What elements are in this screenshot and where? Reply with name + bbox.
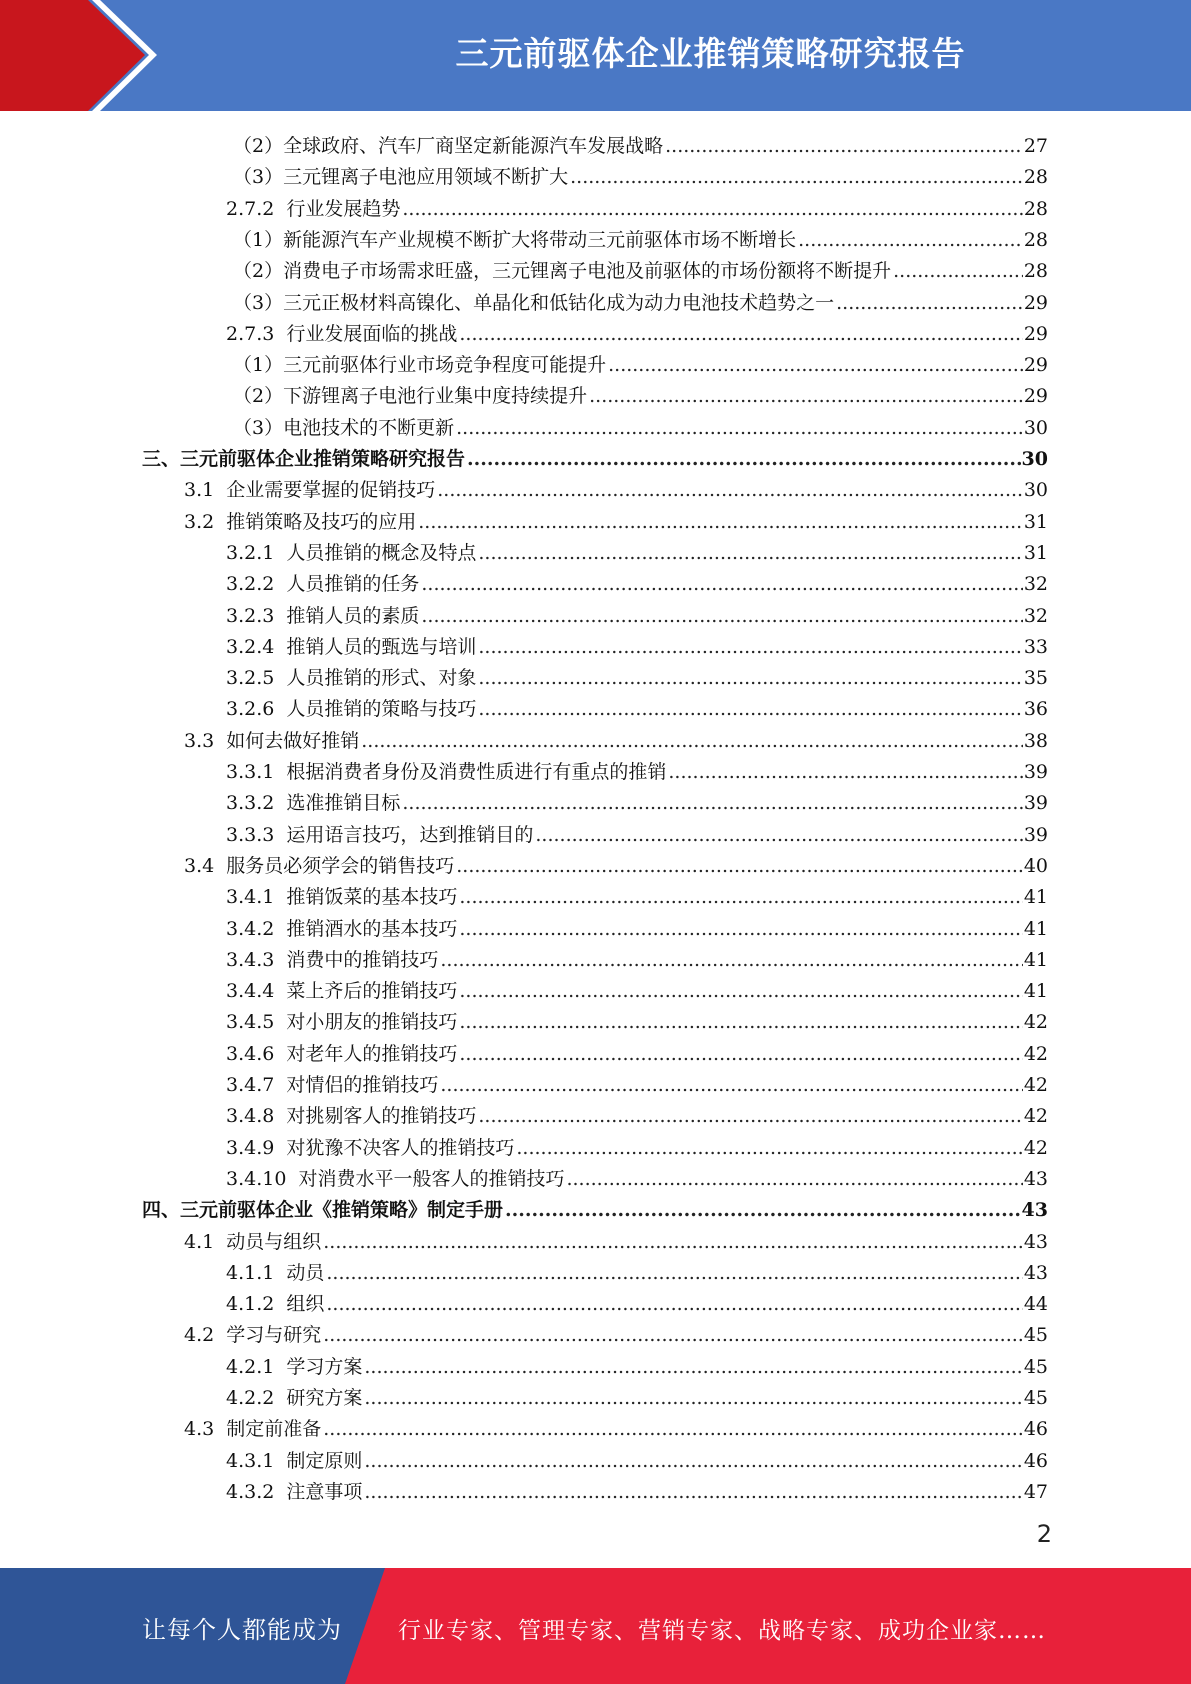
toc-leader-dots — [459, 917, 1022, 941]
toc-entry-text: 学习与研究 — [226, 1324, 322, 1347]
toc-entry[interactable] — [226, 878, 1048, 909]
toc-entry-number: 3.2.2 — [226, 573, 275, 596]
toc-page-number: 43 — [1023, 1167, 1048, 1190]
toc-entry-text: 推销人员的素质 — [286, 604, 420, 627]
toc-entry-title — [233, 259, 893, 283]
toc-entry-title — [233, 228, 798, 252]
toc-page-number: 28 — [1023, 260, 1048, 283]
toc-leader-dots — [459, 1010, 1022, 1034]
toc-entry-text: 制定前准备 — [226, 1418, 322, 1441]
toc-entry-number: 4.2.2 — [226, 1387, 275, 1409]
toc-leader-dots — [456, 854, 1023, 878]
toc-leader-dots — [478, 1104, 1022, 1128]
toc-page-number: 30 — [1021, 448, 1048, 470]
toc-page-number: 28 — [1023, 197, 1048, 220]
toc-entry-text: 人员推销的形式、对象 — [286, 667, 477, 690]
toc-entry-title — [226, 1480, 364, 1504]
toc-entry-number: 3.2.1 — [226, 541, 275, 564]
toc-page-number: 43 — [1021, 1199, 1048, 1222]
toc-entry[interactable] — [142, 440, 1048, 471]
toc-entry-number: （1） — [233, 228, 284, 251]
toc-entry-text: 动员 — [286, 1261, 325, 1284]
toc-entry-title — [226, 604, 421, 628]
toc-page-number: 31 — [1023, 541, 1048, 564]
toc-entry-text: 消费中的推销技巧 — [286, 948, 439, 971]
toc-entry-text: 行业发展面临的挑战 — [286, 322, 458, 345]
toc-leader-dots — [364, 1355, 1022, 1379]
toc-entry[interactable] — [233, 284, 1048, 315]
toc-page-number: 38 — [1023, 729, 1048, 752]
toc-entry[interactable] — [226, 1003, 1048, 1034]
toc-page-number: 29 — [1023, 291, 1048, 314]
toc-entry-text: 人员推销的策略与技巧 — [286, 698, 477, 721]
toc-leader-dots — [364, 1480, 1022, 1504]
toc-entry-text: 注意事项 — [286, 1480, 363, 1503]
toc-entry[interactable] — [226, 910, 1048, 941]
toc-leader-dots — [402, 791, 1022, 815]
toc-entry[interactable] — [226, 628, 1048, 659]
toc-entry-text: 服务员必须学会的销售技巧 — [226, 854, 455, 877]
toc-entry-title — [233, 416, 456, 440]
toc-leader-dots — [566, 1167, 1022, 1191]
toc-entry-title — [226, 635, 478, 659]
toc-entry[interactable] — [226, 941, 1048, 972]
toc-entry-number: 3.2.3 — [226, 604, 275, 627]
toc-leader-dots — [361, 729, 1023, 753]
toc-entry[interactable] — [233, 127, 1048, 158]
toc-entry-text: 根据消费者身份及消费性质进行有重点的推销 — [286, 761, 667, 783]
toc-entry-number: 3.4.1 — [226, 886, 275, 909]
toc-entry-title — [226, 541, 478, 565]
toc-entry-text: 全球政府、汽车厂商坚定新能源汽车发展战略 — [283, 135, 664, 157]
toc-leader-dots — [665, 134, 1023, 158]
toc-entry-text: 三元锂离子电池应用领域不断扩大 — [283, 166, 569, 189]
toc-entry[interactable] — [233, 252, 1048, 283]
toc-page-number: 35 — [1023, 667, 1048, 690]
toc-entry-number: 4.1 — [184, 1230, 215, 1253]
toc-entry-number: 3.4.3 — [226, 948, 275, 971]
toc-entry-number: 4.2.1 — [226, 1355, 275, 1378]
toc-entry-title — [233, 353, 608, 377]
toc-leader-dots — [459, 885, 1022, 909]
toc-entry[interactable] — [226, 1285, 1048, 1316]
toc-entry-text: 运用语言技巧，达到推销目的 — [286, 823, 534, 846]
toc-page-number: 47 — [1023, 1480, 1048, 1503]
toc-entry[interactable] — [226, 784, 1048, 815]
toc-page-number: 41 — [1023, 886, 1048, 909]
toc-entry-title — [184, 1230, 323, 1254]
toc-entry-number: 3.4.8 — [226, 1105, 275, 1128]
toc-entry-text: 对情侣的推销技巧 — [286, 1074, 439, 1096]
toc-entry-title — [226, 1167, 566, 1191]
toc-page-number: 39 — [1023, 792, 1048, 815]
toc-leader-dots — [459, 979, 1022, 1003]
toc-page-number: 46 — [1023, 1418, 1048, 1441]
toc-leader-dots — [608, 353, 1023, 377]
toc-page-number: 30 — [1023, 479, 1048, 502]
toc-entry-text: 对老年人的推销技巧 — [286, 1042, 458, 1065]
toc-entry-text: 行业发展趋势 — [286, 197, 401, 220]
toc-leader-dots — [323, 1230, 1023, 1254]
toc-page-number: 32 — [1023, 604, 1048, 627]
toc-entry-title — [226, 823, 535, 847]
toc-entry-title — [233, 165, 570, 189]
toc-entry-number: 3.2.6 — [226, 698, 275, 721]
toc-page-number: 29 — [1023, 385, 1048, 408]
toc-leader-dots — [893, 259, 1023, 283]
toc-entry-title — [184, 729, 361, 753]
toc-entry-text: 动员与组织 — [226, 1230, 322, 1253]
toc-entry-title — [226, 1010, 459, 1034]
toc-entry-text: 制定原则 — [286, 1449, 363, 1472]
toc-leader-dots — [459, 1042, 1022, 1066]
toc-entry-title — [226, 885, 459, 909]
toc-entry-text: 对挑剔客人的推销技巧 — [286, 1105, 477, 1128]
toc-leader-dots — [323, 1323, 1023, 1347]
toc-entry-text: 三元正极材料高镍化、单晶化和低钴化成为动力电池技术趋势之一 — [283, 291, 835, 314]
toc-entry-title — [226, 572, 421, 596]
toc-page-number: 43 — [1023, 1261, 1048, 1284]
toc-entry-title — [226, 948, 440, 972]
toc-leader-dots — [505, 1198, 1021, 1222]
toc-entry-number: 4.3.1 — [226, 1449, 275, 1472]
toc-entry[interactable] — [226, 1035, 1048, 1066]
toc-entry-text: 推销策略及技巧的应用 — [226, 510, 417, 533]
toc-entry-number: 3.4.6 — [226, 1042, 275, 1065]
toc-page-number: 30 — [1023, 416, 1048, 439]
toc-leader-dots — [421, 572, 1022, 596]
page-header — [0, 0, 1191, 111]
toc-entry-title — [226, 1449, 364, 1473]
toc-page-number: 42 — [1023, 1074, 1048, 1096]
toc-leader-dots — [437, 478, 1023, 502]
toc-entry-title — [184, 854, 456, 878]
toc-entry-text: 消费电子市场需求旺盛，三元锂离子电池及前驱体的市场份额将不断提升 — [283, 260, 892, 283]
toc-leader-dots — [589, 384, 1023, 408]
toc-entry-text: 对小朋友的推销技巧 — [286, 1011, 458, 1034]
toc-entry-title — [226, 1073, 440, 1097]
toc-leader-dots — [478, 541, 1022, 565]
toc-entry-title — [226, 197, 402, 221]
toc-entry[interactable] — [226, 1129, 1048, 1160]
toc-entry-text: 四、三元前驱体企业《推销策略》制定手册 — [142, 1199, 504, 1222]
toc-leader-dots — [836, 291, 1023, 315]
toc-page-number: 46 — [1023, 1449, 1048, 1472]
toc-entry-text: 选准推销目标 — [286, 792, 401, 815]
toc-entry[interactable] — [184, 1223, 1048, 1254]
toc-entry[interactable] — [226, 1473, 1048, 1504]
toc-page-number: 39 — [1023, 823, 1048, 846]
toc-entry-number: 4.1.1 — [226, 1261, 275, 1284]
toc-entry-number: 4.2 — [184, 1324, 215, 1347]
toc-entry[interactable] — [233, 158, 1048, 189]
toc-entry-title — [226, 1386, 364, 1410]
toc-leader-dots — [364, 1386, 1022, 1410]
toc-page-number: 42 — [1023, 1136, 1048, 1159]
toc-entry-number: （2） — [233, 385, 284, 408]
toc-entry-text: 三、三元前驱体企业推销策略研究报告 — [142, 448, 466, 470]
toc-entry[interactable] — [226, 597, 1048, 628]
toc-leader-dots — [456, 416, 1023, 440]
toc-entry-text: 对消费水平一般客人的推销技巧 — [298, 1167, 565, 1190]
toc-leader-dots — [478, 666, 1022, 690]
toc-entry[interactable] — [184, 847, 1048, 878]
toc-entry-number: 3.4.9 — [226, 1136, 275, 1159]
toc-leader-dots — [402, 197, 1022, 221]
toc-entry-number: 3.4.7 — [226, 1074, 275, 1096]
toc-page-number: 36 — [1023, 698, 1048, 721]
footer-slogan-left: 让每个人都能成为 — [142, 1616, 342, 1644]
toc-entry-number: 3.4.4 — [226, 980, 275, 1003]
toc-page-number: 42 — [1023, 1042, 1048, 1065]
toc-entry-title — [184, 1417, 323, 1441]
toc-page-number: 33 — [1023, 635, 1048, 658]
toc-entry-text: 企业需要掌握的促销技巧 — [226, 479, 436, 502]
toc-entry[interactable] — [226, 1442, 1048, 1473]
toc-entry-number: 3.1 — [184, 479, 215, 502]
toc-entry-number: （3） — [233, 166, 284, 189]
toc-leader-dots — [478, 697, 1022, 721]
toc-entry[interactable] — [226, 1348, 1048, 1379]
toc-entry[interactable] — [233, 346, 1048, 377]
toc-entry-number: 3.3.1 — [226, 761, 275, 783]
toc-leader-dots — [421, 604, 1022, 628]
toc-entry-title — [226, 760, 668, 784]
toc-entry[interactable] — [226, 1066, 1048, 1097]
toc-leader-dots — [459, 322, 1022, 346]
toc-entry-number: 2.7.3 — [226, 322, 275, 345]
toc-entry-text: 菜上齐后的推销技巧 — [286, 980, 458, 1003]
toc-entry[interactable] — [233, 409, 1048, 440]
toc-page-number: 45 — [1023, 1387, 1048, 1409]
toc-page-number: 41 — [1023, 917, 1048, 940]
toc-page-number: 28 — [1023, 228, 1048, 251]
toc-entry-title — [226, 1104, 478, 1128]
toc-page-number: 41 — [1023, 980, 1048, 1003]
toc-leader-dots — [570, 165, 1023, 189]
toc-entry-number: 3.4.5 — [226, 1011, 275, 1034]
toc-leader-dots — [478, 635, 1022, 659]
toc-entry-number: 3.4.2 — [226, 917, 275, 940]
toc-entry[interactable] — [226, 816, 1048, 847]
toc-page-number: 27 — [1023, 135, 1048, 157]
toc-entry[interactable] — [226, 565, 1048, 596]
toc-entry-text: 下游锂离子电池行业集中度持续提升 — [283, 385, 588, 408]
toc-entry-title — [226, 697, 478, 721]
toc-entry-text: 研究方案 — [286, 1387, 363, 1409]
toc-entry-title — [226, 322, 459, 346]
toc-entry[interactable] — [226, 1097, 1048, 1128]
toc-page-number: 29 — [1023, 322, 1048, 345]
toc-leader-dots — [326, 1261, 1022, 1285]
toc-page-number: 42 — [1023, 1011, 1048, 1034]
toc-entry-number: 4.3.2 — [226, 1480, 275, 1503]
toc-entry-title — [142, 447, 467, 471]
toc-entry[interactable] — [184, 1410, 1048, 1441]
toc-page-number: 44 — [1023, 1293, 1048, 1316]
toc-leader-dots — [440, 1073, 1022, 1097]
toc-entry[interactable] — [184, 471, 1048, 502]
toc-entry-title — [142, 1198, 505, 1222]
toc-page-number: 28 — [1023, 166, 1048, 189]
toc-entry-title — [226, 979, 459, 1003]
toc-entry[interactable] — [142, 1191, 1048, 1222]
toc-entry[interactable] — [233, 221, 1048, 252]
toc-leader-dots — [440, 948, 1022, 972]
toc-page-number: 41 — [1023, 948, 1048, 971]
toc-entry-text: 新能源汽车产业规模不断扩大将带动三元前驱体市场不断增长 — [283, 228, 797, 251]
toc-leader-dots — [467, 447, 1021, 471]
toc-entry-number: 3.3 — [184, 729, 215, 752]
toc-leader-dots — [668, 760, 1022, 784]
toc-entry-number: 3.2.4 — [226, 635, 275, 658]
toc-entry-number: 3.2 — [184, 510, 215, 533]
toc-entry-title — [226, 1136, 516, 1160]
page-footer — [0, 1568, 1191, 1684]
toc-page-number: 39 — [1023, 761, 1048, 783]
toc-entry-title — [184, 1323, 323, 1347]
toc-entry-title — [184, 510, 418, 534]
toc-entry-number: 3.3.3 — [226, 823, 275, 846]
toc-entry[interactable] — [184, 722, 1048, 753]
toc-entry-text: 推销酒水的基本技巧 — [286, 917, 458, 940]
toc-entry-title — [184, 478, 437, 502]
toc-entry-title — [226, 917, 459, 941]
toc-page-number: 32 — [1023, 573, 1048, 596]
toc-entry-text: 组织 — [286, 1293, 325, 1316]
toc-entry[interactable] — [226, 534, 1048, 565]
toc-entry-title — [226, 1292, 326, 1316]
toc-entry-title — [233, 291, 836, 315]
toc-entry-number: （1） — [233, 354, 284, 377]
toc-page-number: 29 — [1023, 354, 1048, 377]
toc-entry[interactable] — [226, 1379, 1048, 1410]
toc-entry[interactable] — [226, 315, 1048, 346]
toc-entry-number: 4.3 — [184, 1418, 215, 1441]
toc-entry-number: 3.4 — [184, 854, 215, 877]
toc-entry-number: 4.1.2 — [226, 1293, 275, 1316]
toc-entry-number: （3） — [233, 416, 284, 439]
footer-slogan-right: 行业专家、管理专家、营销专家、战略专家、成功企业家…… — [398, 1618, 1046, 1644]
toc-entry[interactable] — [226, 659, 1048, 690]
toc-leader-dots — [323, 1417, 1023, 1441]
toc-entry-number: 3.2.5 — [226, 667, 275, 690]
toc-entry-number: （2） — [233, 260, 284, 283]
toc-entry-text: 推销饭菜的基本技巧 — [286, 886, 458, 909]
toc-page-number: 45 — [1023, 1355, 1048, 1378]
toc-entry-number: （3） — [233, 291, 284, 314]
toc-page-number: 43 — [1023, 1230, 1048, 1253]
toc-entry-text: 电池技术的不断更新 — [283, 416, 455, 439]
toc-leader-dots — [516, 1136, 1022, 1160]
toc-entry[interactable] — [226, 1160, 1048, 1191]
toc-entry-title — [226, 791, 402, 815]
toc-entry[interactable] — [226, 972, 1048, 1003]
toc-entry-number: 3.3.2 — [226, 792, 275, 815]
toc-entry-title — [226, 1261, 326, 1285]
toc-leader-dots — [798, 228, 1023, 252]
toc-leader-dots — [535, 823, 1022, 847]
document-title: 三元前驱体企业推销策略研究报告 — [455, 34, 966, 73]
toc-leader-dots — [364, 1449, 1022, 1473]
toc-entry[interactable] — [184, 503, 1048, 534]
toc-entry[interactable] — [226, 753, 1048, 784]
toc-entry-text: 学习方案 — [286, 1355, 363, 1378]
toc-entry[interactable] — [226, 190, 1048, 221]
toc-page-number: 42 — [1023, 1105, 1048, 1128]
toc-entry[interactable] — [233, 377, 1048, 408]
toc-entry-title — [226, 1042, 459, 1066]
toc-entry-text: 推销人员的甄选与培训 — [286, 635, 477, 658]
page-number: 2 — [1036, 1520, 1052, 1548]
toc-entry[interactable] — [226, 1254, 1048, 1285]
toc-entry-title — [233, 134, 665, 158]
toc-entry[interactable] — [184, 1316, 1048, 1347]
toc-leader-dots — [418, 510, 1023, 534]
toc-entry-text: 人员推销的任务 — [286, 573, 420, 596]
toc-page-number: 31 — [1023, 510, 1048, 533]
toc-entry-title — [226, 666, 478, 690]
toc-entry-text: 人员推销的概念及特点 — [286, 541, 477, 564]
toc-entry-text: 如何去做好推销 — [226, 729, 360, 752]
toc-entry-number: 2.7.2 — [226, 197, 275, 220]
toc-leader-dots — [326, 1292, 1022, 1316]
toc-entry-text: 对犹豫不决客人的推销技巧 — [286, 1136, 515, 1159]
toc-page-number: 45 — [1023, 1324, 1048, 1347]
toc-entry-number: （2） — [233, 135, 284, 157]
toc-page-number: 40 — [1023, 854, 1048, 877]
toc-entry[interactable] — [226, 690, 1048, 721]
toc-entry-number: 3.4.10 — [226, 1167, 287, 1190]
toc-entry-title — [233, 384, 589, 408]
toc-entry-title — [226, 1355, 364, 1379]
toc-entry-text: 三元前驱体行业市场竞争程度可能提升 — [283, 354, 607, 377]
